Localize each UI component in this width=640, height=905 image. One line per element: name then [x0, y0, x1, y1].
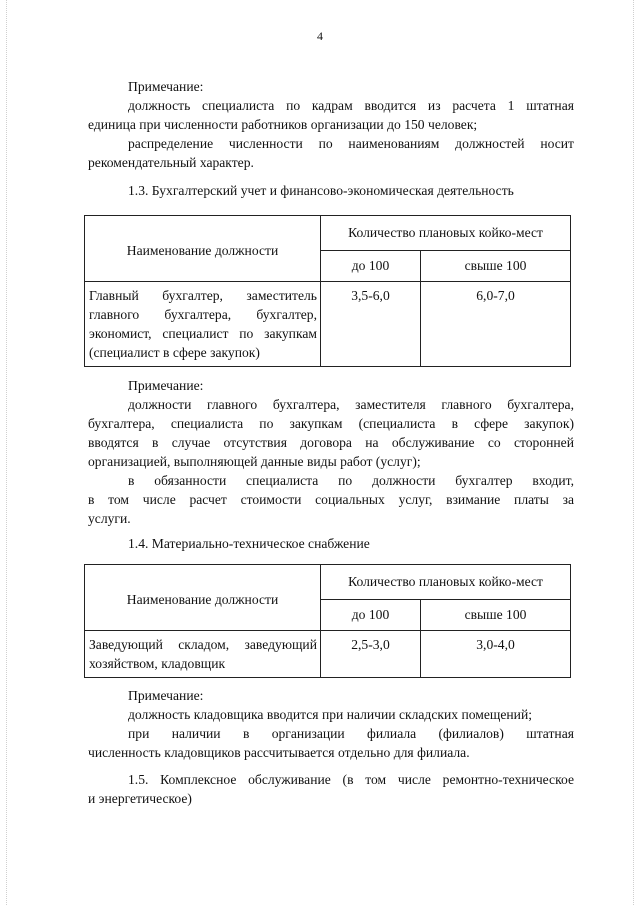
note-3-line: численность кладовщиков рассчитывается отдельно для филиала.: [88, 745, 470, 760]
section-1-3: [88, 181, 574, 200]
position-name-line: (специалист в сфере закупок): [89, 345, 260, 360]
note-3-line: при наличии в организации филиала (филиалов) штатная: [128, 726, 574, 741]
position-name-line: Главный бухгалтер, заместитель: [89, 288, 317, 303]
value-over-100: 6,0-7,0: [421, 282, 571, 367]
subheader-up-to-100: до 100: [321, 600, 421, 631]
note-2-line: услуги.: [88, 511, 131, 526]
column-header-beds: Количество плановых койко-мест: [321, 565, 571, 600]
value-up-to-100: 3,5-6,0: [321, 282, 421, 367]
position-name-line: экономист, специалист по закупкам: [89, 326, 317, 341]
section-heading-line: 1.5. Комплексное обслуживание (в том числе ремонтно-техническое: [128, 772, 574, 787]
column-header-beds: Количество плановых койко-мест: [321, 216, 571, 251]
note-2-line: бухгалтера, специалиста по закупкам (специалиста в сфере закупок): [88, 416, 574, 431]
note-1-title: Примечание:: [128, 79, 204, 94]
section-1-4: [88, 534, 574, 553]
note-1: [88, 77, 574, 172]
position-name-cell: [85, 631, 321, 678]
position-name-line: хозяйством, кладовщик: [89, 656, 226, 671]
note-2-line: в обязанности специалиста по должности бухгалтер входит,: [128, 473, 574, 488]
note-1-line: единица при численности работников организации до 150 человек;: [88, 117, 478, 132]
subheader-up-to-100: до 100: [321, 251, 421, 282]
section-heading: 1.4. Материально-техническое снабжение: [128, 536, 370, 551]
subheader-over-100: свыше 100: [421, 600, 571, 631]
section-heading: 1.3. Бухгалтерский учет и финансово-экономическая деятельность: [128, 183, 514, 198]
page-number: 4: [317, 29, 323, 43]
value-up-to-100: 2,5-3,0: [321, 631, 421, 678]
column-header-position: Наименование должности: [85, 216, 321, 282]
value-over-100: 3,0-4,0: [421, 631, 571, 678]
position-name-cell: [85, 282, 321, 367]
note-3-title: Примечание:: [128, 688, 204, 703]
note-2: [88, 376, 574, 528]
note-2-line: в том числе расчет стоимости социальных услуг, взимание платы за: [88, 492, 574, 507]
note-2-line: должности главного бухгалтера, заместителя главного бухгалтера,: [128, 397, 574, 412]
note-1-line: распределение численности по наименованиям должностей носит: [128, 136, 574, 151]
right-margin-dots: [633, 0, 634, 905]
staff-table-accounting: [84, 215, 571, 367]
note-3: [88, 686, 574, 762]
section-heading-line: и энергетическое): [88, 791, 192, 806]
staff-table-supply: [84, 564, 571, 678]
subheader-over-100: свыше 100: [421, 251, 571, 282]
table-row: [85, 282, 571, 367]
note-1-line: должность специалиста по кадрам вводится из расчета 1 штатная: [128, 98, 574, 113]
column-header-position: Наименование должности: [85, 565, 321, 631]
note-2-line: организацией, выполняющей данные виды работ (услуг);: [88, 454, 421, 469]
position-name-line: главного бухгалтера, бухгалтер,: [89, 307, 317, 322]
table-row: [85, 631, 571, 678]
note-2-title: Примечание:: [128, 378, 204, 393]
note-1-line: рекомендательный характер.: [88, 155, 254, 170]
left-margin-dots: [6, 0, 7, 905]
note-2-line: вводятся в случае отсутствия договора на обслуживание со сторонней: [88, 435, 574, 450]
section-1-5: [88, 770, 574, 808]
position-name-line: Заведующий складом, заведующий: [89, 637, 317, 652]
note-3-line: должность кладовщика вводится при наличии складских помещений;: [128, 707, 532, 722]
